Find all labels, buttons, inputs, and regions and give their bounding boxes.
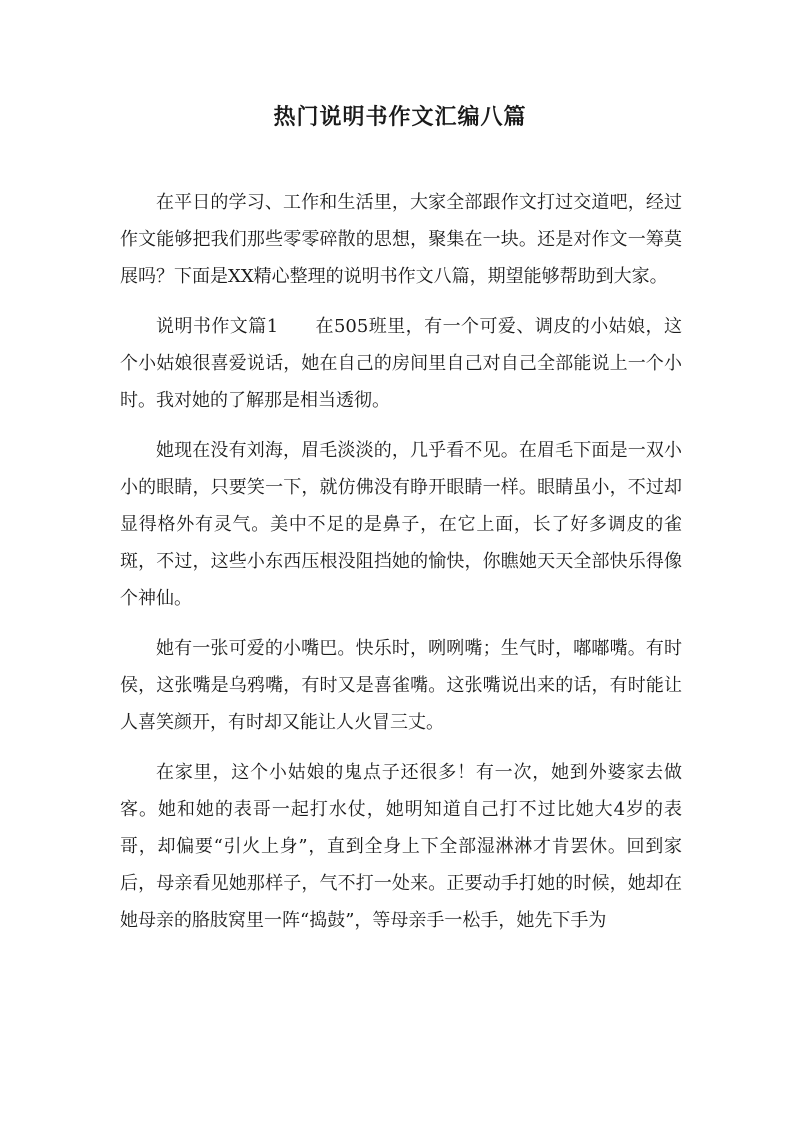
document-title: 热门说明书作文汇编八篇 [273, 104, 527, 130]
paragraph-appearance: 她现在没有刘海，眉毛淡淡的，几乎看不见。在眉毛下面是一双小小的眼睛，只要笑一下，就仿佛没有睁开眼睛一样。眼睛虽小，不过却显得格外有灵气。美中不足的是鼻子，在它上面，长了好多调皮的雀斑，不过，这些小东西压根没阻挡她的愉快，你瞧她天天全部快乐得像个神仙。 [120, 440, 682, 609]
paragraph-intro: 在平日的学习、工作和生活里，大家全部跟作文打过交道吧，经过作文能够把我们那些零零碎散的思想，聚集在一块。还是对作文一筹莫展吗？下面是XX精心整理的说明书作文八篇，期望能够帮助到大家。 [120, 192, 682, 287]
paragraph-essay-1-start: 说明书作文篇1 在505班里，有一个可爱、调皮的小姑娘，这个小姑娘很喜爱说话，她在自己的房间里自己对自己全部能说上一个小时。我对她的了解那是相当透彻。 [120, 316, 682, 411]
paragraph-at-home: 在家里，这个小姑娘的鬼点子还很多！有一次，她到外婆家去做客。她和她的表哥一起打水仗，她明知道自己打不过比她大4岁的表哥，却偏要“引火上身”，直到全身上下全部湿淋淋才肯罢休。回到家后，母亲看见她那样子，气不打一处来。正要动手打她的时候，她却在她母亲的胳肢窝里一阵“捣鼓”，等母亲手一松手，她先下手为 [120, 762, 682, 931]
paragraph-mouth: 她有一张可爱的小嘴巴。快乐时，咧咧嘴；生气时，嘟嘟嘴。有时侯，这张嘴是乌鸦嘴，有时又是喜雀嘴。这张嘴说出来的话，有时能让人喜笑颜开，有时却又能让人火冒三丈。 [120, 638, 682, 733]
document-body [120, 184, 682, 952]
